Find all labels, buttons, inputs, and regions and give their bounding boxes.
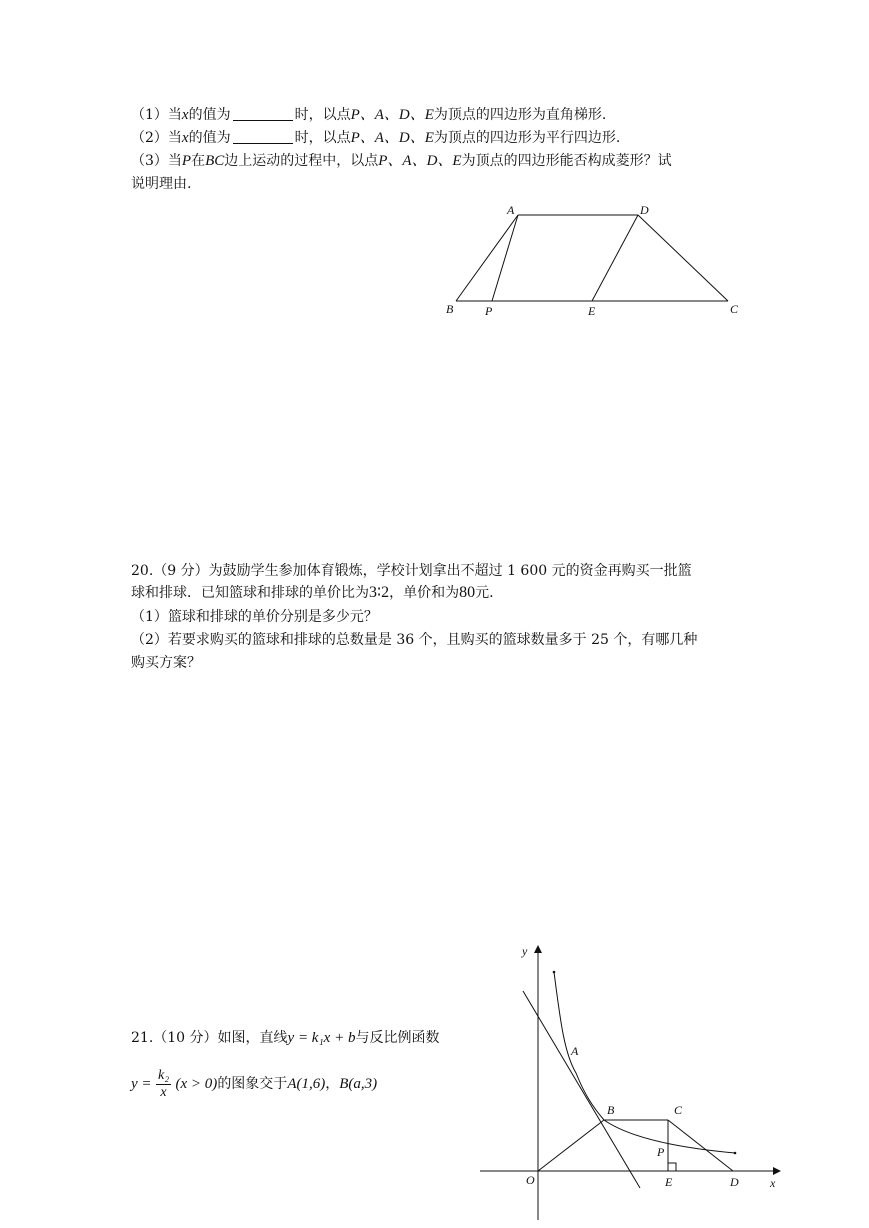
- label-B: B: [607, 1103, 615, 1117]
- q19-part3-cont: 说明理由.: [131, 176, 192, 192]
- q20-line5: 购买方案？: [131, 655, 201, 671]
- label-E: E: [588, 304, 596, 318]
- label-P: P: [485, 304, 493, 318]
- right-angle-mark: [668, 1163, 676, 1171]
- q20-line3: （1）篮球和排球的单价分别是多少元？: [131, 609, 378, 625]
- trapezoid-figure: [440, 200, 750, 325]
- q20-line2: 球和排球．已知篮球和排球的单价比为3∶2，单价和为80元.: [131, 584, 494, 601]
- label-y: y: [522, 944, 528, 958]
- label-D: D: [730, 1175, 739, 1189]
- q19-part2: （2）当x的值为 时，以点P、A、D、E为顶点的四边形为平行四边形.: [131, 130, 621, 146]
- segment-AP: [492, 215, 518, 301]
- segment-OB: [538, 1120, 604, 1171]
- answer-blank-1[interactable]: [233, 106, 293, 121]
- line-y-k1x-b: [523, 991, 640, 1188]
- fraction-k2-over-x: $\frac{\text{k₂}}{x}$: [157, 1067, 170, 1100]
- side-DC: [638, 215, 728, 301]
- label-P: P: [657, 1145, 665, 1159]
- q21-line1: 21.（10 分）如图，直线y = k₁x + b与反比例函数: [131, 1030, 440, 1046]
- label-O: O: [526, 1173, 535, 1187]
- q19-part3: （3）当P在BC边上运动的过程中，以点P、A、D、E为顶点的四边形能否构成菱形？试: [131, 153, 672, 169]
- q20-line1: 20.（9 分）为鼓励学生参加体育锻炼，学校计划拿出不超过 1 600 元的资金再购买一批篮: [131, 563, 692, 579]
- label-C: C: [674, 1103, 683, 1117]
- q21-line2: y = $\frac{\text{k₂}}{x}$ (x > 0)的图象交于A(1,6)，B(a,3): [131, 1067, 378, 1100]
- label-B: B: [446, 302, 454, 316]
- curve-end-dot-right: [734, 1152, 737, 1155]
- q19-part1: （1）当x的值为 时，以点P、A、D、E为顶点的四边形为直角梯形.: [131, 107, 607, 123]
- label-A: A: [571, 1044, 579, 1058]
- segment-DE: [592, 215, 638, 301]
- q20-line4: （2）若要求购买的篮球和排球的总数量是 36 个，且购买的篮球数量多于 25 个，有哪几种: [131, 632, 698, 648]
- label-E: E: [665, 1175, 673, 1189]
- label-x: x: [770, 1176, 776, 1190]
- label-D: D: [640, 203, 649, 217]
- answer-blank-2[interactable]: [233, 129, 293, 144]
- hyperbola-curve: [554, 972, 735, 1153]
- side-AB: [456, 215, 518, 301]
- curve-end-dot-top: [553, 971, 556, 974]
- label-C: C: [730, 302, 739, 316]
- coordinate-figure: [480, 938, 790, 1223]
- label-A: A: [507, 203, 515, 217]
